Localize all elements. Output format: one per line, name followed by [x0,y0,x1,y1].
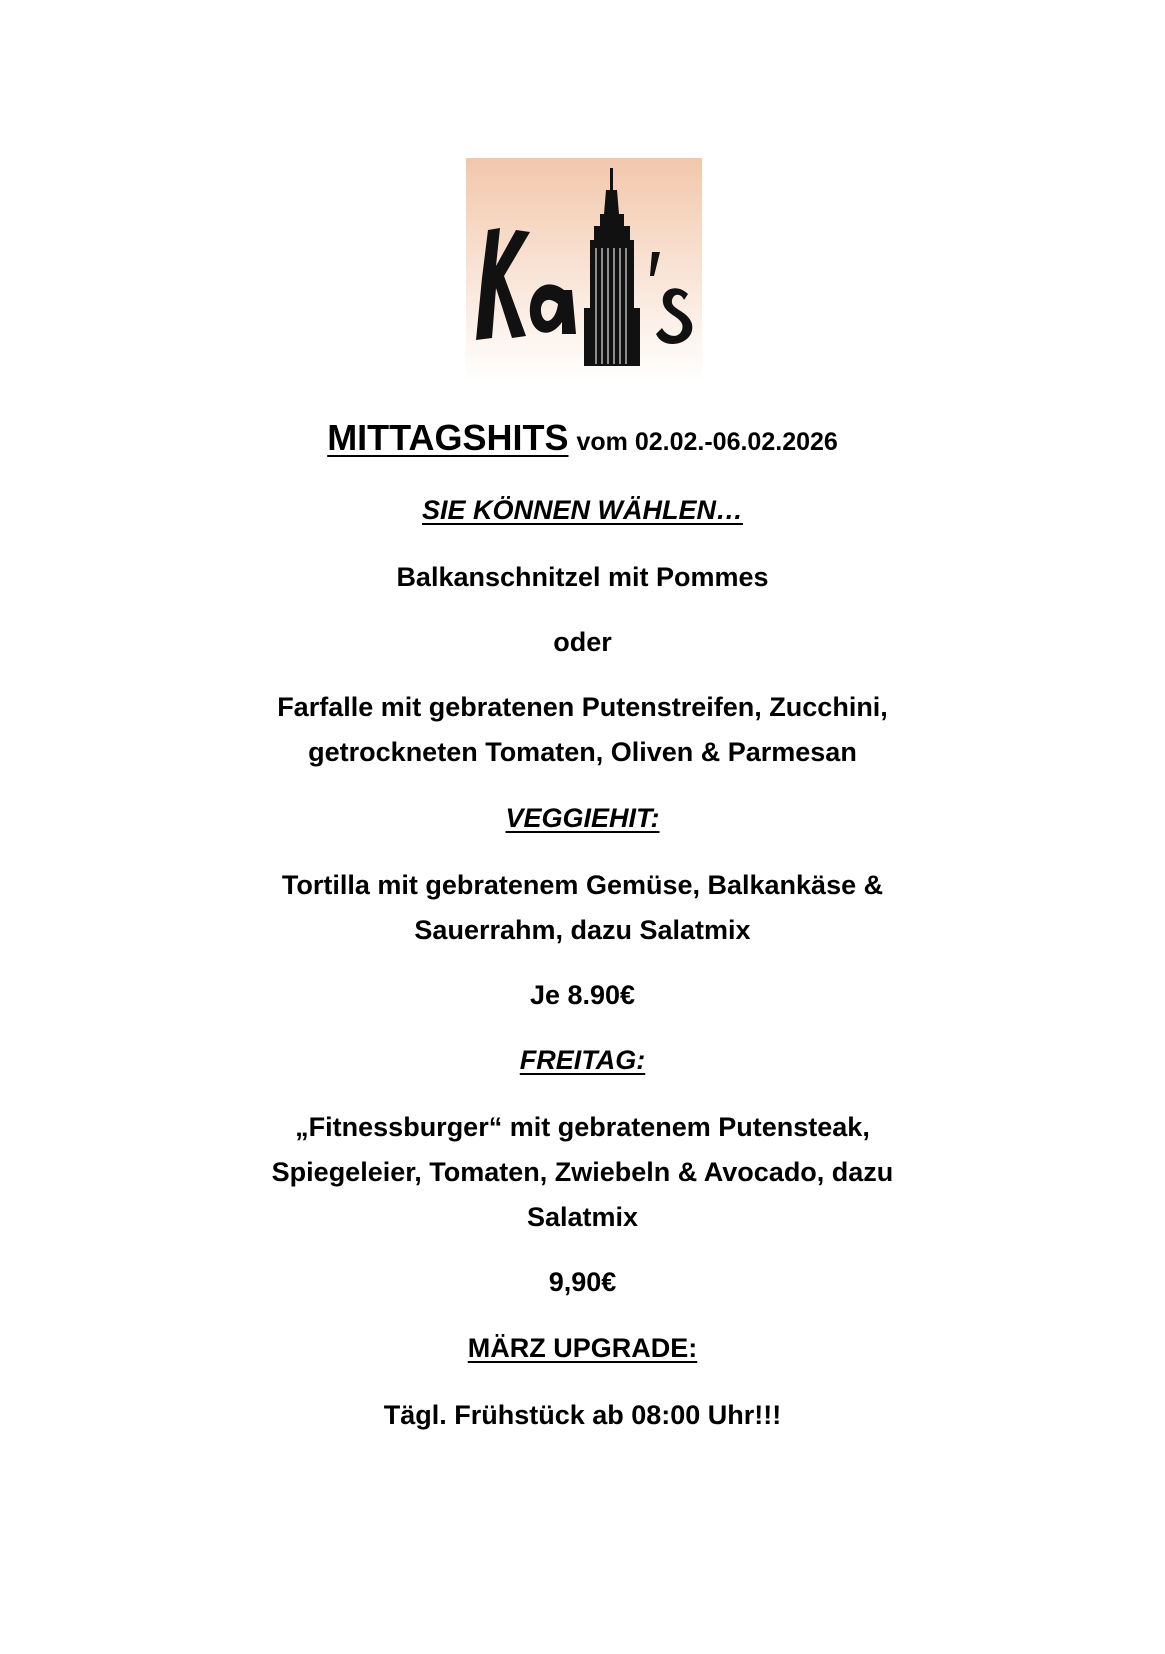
veggie-dish-line: Tortilla mit gebratenem Gemüse, Balkankäse & [281,870,884,900]
section-heading-friday: FREITAG: [519,1045,646,1075]
friday-dish [0,1105,1165,1240]
friday-price: 9,90€ [548,1267,617,1297]
menu-option-2 [0,685,1165,775]
section-heading-march: MÄRZ UPGRADE: [467,1333,698,1363]
friday-dish-line: Salatmix [526,1202,639,1232]
kais-logo [466,158,702,382]
veggie-dish [0,863,1165,953]
date-range: vom 02.02.-06.02.2026 [576,428,838,456]
section-heading-choice: SIE KÖNNEN WÄHLEN… [421,495,743,525]
section-heading-veggie: VEGGIEHIT: [505,803,660,833]
menu-header [0,412,1165,468]
friday-dish-line: Spiegeleier, Tomaten, Zwiebeln & Avocado, dazu [271,1157,894,1187]
breakfast-notice: Tägl. Frühstück ab 08:00 Uhr!!! [383,1400,782,1430]
weekday-price: Je 8.90€ [529,980,636,1010]
veggie-dish-line: Sauerrahm, dazu Salatmix [414,915,751,945]
menu-option-2-line: getrockneten Tomaten, Oliven & Parmesan [308,737,857,767]
menu-option-2-line: Farfalle mit gebratenen Putenstreifen, Zucchini, [277,692,888,722]
option-separator: oder [553,627,612,657]
menu-title: MITTAGSHITS [327,417,569,458]
friday-dish-line: „Fitnessburger“ mit gebratenem Putensteak, [295,1112,870,1142]
menu-option-1: Balkanschnitzel mit Pommes [396,562,769,592]
